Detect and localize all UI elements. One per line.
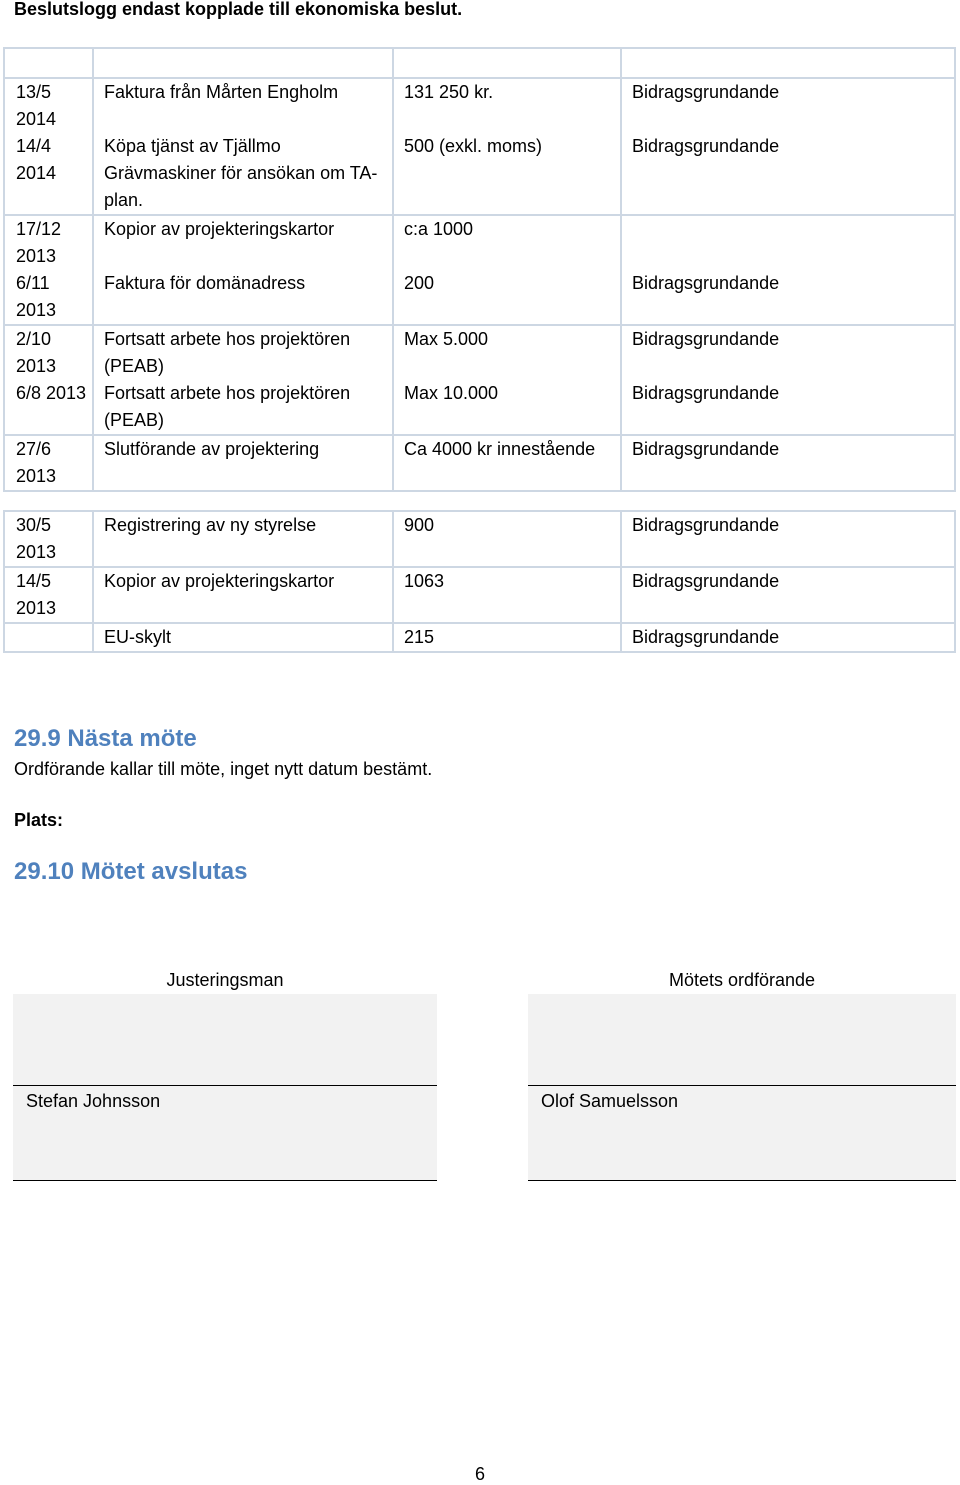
amount-cell xyxy=(393,325,621,435)
signature-right-title: Mötets ordförande xyxy=(668,970,816,990)
status-text xyxy=(632,216,954,270)
signature-left-name: Stefan Johnsson xyxy=(26,1091,161,1111)
next-meeting-text: Ordförande kallar till möte, inget nytt datum bestämt. xyxy=(14,759,433,779)
decision-log-table-2 xyxy=(3,510,956,653)
place-label: Plats: xyxy=(14,810,64,830)
date-text: 6/8 2013 xyxy=(16,383,87,403)
description-text: Kopior av projekteringskartor xyxy=(104,219,335,239)
amount-text: 500 (exkl. moms) xyxy=(404,136,543,156)
date-cell: 14/5 2013 xyxy=(4,567,93,623)
description-text: Fortsatt arbete hos projektören (PEAB) xyxy=(104,383,351,430)
amount-cell: 1063 xyxy=(393,567,621,623)
amount-cell: 215 xyxy=(393,623,621,652)
date-text: 13/5 2014 xyxy=(16,82,57,129)
closing-heading: 29.10 Mötet avslutas xyxy=(14,858,248,885)
table-row xyxy=(4,623,955,652)
amount-cell xyxy=(393,78,621,215)
date-text: 2/10 2013 xyxy=(16,329,57,376)
description-text: Faktura för domänadress xyxy=(104,273,306,293)
table-row xyxy=(4,78,955,215)
status-cell: Bidragsgrundande xyxy=(621,623,955,652)
header-cell xyxy=(4,48,93,78)
amount-text: c:a 1000 xyxy=(404,219,474,239)
date-text: 17/12 2013 xyxy=(16,219,62,266)
status-text: Bidragsgrundande xyxy=(632,383,780,403)
signature-right-name: Olof Samuelsson xyxy=(541,1091,679,1111)
amount-text: 131 250 kr. xyxy=(404,82,494,102)
signature-left-line xyxy=(13,1085,437,1086)
status-cell xyxy=(621,215,955,325)
status-cell xyxy=(621,325,955,435)
amount-cell: 900 xyxy=(393,511,621,567)
date-cell xyxy=(4,325,93,435)
description-text: Fortsatt arbete hos projektören (PEAB) xyxy=(104,329,351,376)
signature-left-title: Justeringsman xyxy=(166,970,284,990)
table-row xyxy=(4,435,955,491)
date-cell: 30/5 2013 xyxy=(4,511,93,567)
table-row xyxy=(4,325,955,435)
date-cell xyxy=(4,215,93,325)
header-cell xyxy=(621,48,955,78)
header-cell xyxy=(393,48,621,78)
status-text: Bidragsgrundande xyxy=(632,329,780,349)
status-cell xyxy=(621,78,955,215)
table-row xyxy=(4,215,955,325)
amount-text: Max 5.000 xyxy=(404,329,489,349)
signature-right-line xyxy=(528,1085,956,1086)
description-text: Faktura från Mårten Engholm xyxy=(104,82,339,102)
signature-left-box xyxy=(13,994,437,1180)
signature-left-bottom-line xyxy=(13,1180,437,1181)
status-text: Bidragsgrundande xyxy=(632,136,780,156)
status-cell: Bidragsgrundande xyxy=(621,511,955,567)
date-text: 6/11 2013 xyxy=(16,273,57,320)
description-cell xyxy=(93,78,393,215)
date-cell xyxy=(4,78,93,215)
status-text: Bidragsgrundande xyxy=(632,82,780,102)
description-cell xyxy=(93,215,393,325)
signature-right-bottom-line xyxy=(528,1180,956,1181)
description-cell: EU-skylt xyxy=(93,623,393,652)
description-cell: Kopior av projekteringskartor xyxy=(93,567,393,623)
description-cell: Registrering av ny styrelse xyxy=(93,511,393,567)
next-meeting-heading: 29.9 Nästa möte xyxy=(14,725,197,752)
status-text: Bidragsgrundande xyxy=(632,273,780,293)
date-text: 14/4 2014 xyxy=(16,136,57,183)
status-cell: Bidragsgrundande xyxy=(621,567,955,623)
amount-text: 200 xyxy=(404,273,435,293)
description-cell: Slutförande av projektering xyxy=(93,435,393,491)
header-cell xyxy=(93,48,393,78)
signature-right-box xyxy=(528,994,956,1180)
amount-text: Max 10.000 xyxy=(404,383,499,403)
page-number: 6 xyxy=(474,1464,485,1484)
decision-log-table xyxy=(3,47,956,492)
document-heading: Beslutslogg endast kopplade till ekonomiska beslut. xyxy=(14,0,463,19)
amount-cell: Ca 4000 kr innestående xyxy=(393,435,621,491)
table-header-row xyxy=(4,48,955,78)
table-row xyxy=(4,567,955,623)
date-cell: 27/6 2013 xyxy=(4,435,93,491)
date-cell xyxy=(4,623,93,652)
description-cell xyxy=(93,325,393,435)
status-cell: Bidragsgrundande xyxy=(621,435,955,491)
table-row xyxy=(4,511,955,567)
amount-cell xyxy=(393,215,621,325)
description-text: Köpa tjänst av Tjällmo Grävmaskiner för ansökan om TA-plan. xyxy=(104,136,378,210)
